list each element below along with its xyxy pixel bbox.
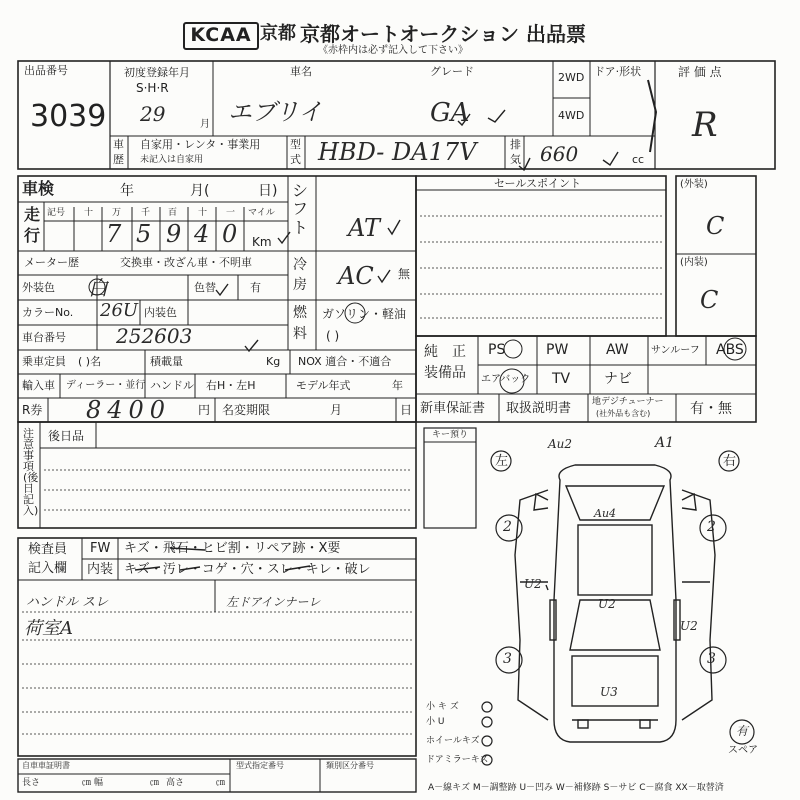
fuel-paren: ( ) — [326, 329, 340, 343]
bottom-cert: 自車車証明書 — [22, 761, 70, 770]
inspection-label: 車検 — [22, 179, 55, 198]
mileage-label-1: 走 — [24, 205, 41, 224]
mileage-digit-4: 4 — [194, 220, 210, 248]
history-note: 未記入は自家用 — [140, 155, 204, 165]
bottom-cm-3: ㎝ — [216, 778, 226, 788]
bottom-height: 高さ — [166, 778, 185, 788]
grade-label: グレード — [430, 65, 474, 78]
rename-day: 日 — [400, 403, 413, 417]
import-model-year: モデル年式 — [296, 379, 351, 392]
capacity-label: 乗車定員 — [22, 355, 66, 368]
recycle-value: 8400 — [86, 396, 172, 424]
import-year-unit: 年 — [392, 379, 403, 392]
mileage-label-2: 行 — [24, 226, 41, 245]
color-no-label: カラーNo. — [22, 306, 74, 319]
car-name-label: 車名 — [290, 65, 312, 78]
fuel-label-1: 燃 — [293, 305, 307, 321]
small-mark-2: 小 U — [426, 717, 445, 727]
sales-point-label: セールスポイント — [494, 177, 582, 190]
rename-label: 名変期限 — [222, 403, 271, 417]
inspector-label-2: 記入欄 — [28, 561, 68, 576]
meter-history-options: 交換車・改ざん車・不明車 — [120, 256, 252, 269]
damage-mark-2: A1 — [655, 435, 675, 451]
shift-value: AT — [348, 214, 381, 242]
exterior-color-value: 白 — [88, 276, 108, 300]
bottom-cm-1: ㎝ — [82, 778, 92, 788]
tire-rear-left: 3 — [503, 651, 512, 667]
damage-mark-1: Au2 — [548, 437, 573, 451]
mileage-digit-1: 7 — [106, 220, 122, 248]
inspector-note-2: 荷室A — [24, 618, 73, 639]
color-change-value: 有 — [250, 281, 261, 294]
lot-number: 3039 — [30, 99, 107, 134]
small-mark-3: ホイールキズ — [426, 736, 480, 746]
displacement-value: 660 — [540, 142, 579, 166]
interior-grade-value: C — [700, 286, 719, 314]
interior-grade-label: (内装) — [680, 257, 708, 268]
notes-after: 後日品 — [48, 429, 85, 443]
registration-label: 初度登録年月 — [124, 66, 190, 79]
mileage-ichi: 一 — [226, 208, 236, 218]
inspector-interior-label: 内装 — [87, 562, 114, 577]
equipment-label-2: 装備品 — [424, 365, 466, 381]
equip-manual: 取扱説明書 — [506, 401, 572, 416]
chassis-value: 252603 — [116, 324, 193, 348]
mileage-digit-2: 5 — [136, 220, 152, 248]
fuel-options: ガソリン・軽油 — [322, 307, 407, 321]
inspection-day: 日) — [258, 183, 278, 199]
chassis-label: 車台番号 — [22, 331, 66, 344]
displacement-label-2: 気 — [510, 153, 521, 166]
exterior-grade-label: (外装) — [680, 179, 708, 190]
ac-label-1: 冷 — [293, 257, 307, 273]
ac-none: 無 — [398, 267, 411, 281]
bottom-length: 長さ — [22, 778, 41, 788]
history-options: 自家用・レンタ・事業用 — [140, 138, 261, 151]
mileage-ten-man: 十 — [84, 208, 94, 218]
tire-rear-right: 3 — [707, 651, 716, 667]
rename-month: 月 — [330, 403, 343, 417]
load-unit: Kg — [266, 355, 281, 368]
damage-mark-5: U2 — [598, 597, 616, 611]
fuel-label-2: 料 — [293, 326, 307, 342]
equip-tuner-note: (社外品も含む) — [596, 409, 651, 418]
small-mark-4: ドアミラーキズ — [426, 755, 489, 765]
drive-4wd: 4WD — [558, 109, 585, 122]
sheet-subtitle: 《赤枠内は必ず記入して下さい》 — [318, 45, 468, 56]
displacement-label-1: 排 — [510, 138, 521, 151]
mileage-unit: Km — [252, 235, 272, 249]
damage-legend: A－線キズ M－調整跡 U－凹み W－補修跡 S－サビ C－腐食 XX－取替済 — [428, 783, 724, 793]
registration-year: 29 — [140, 102, 166, 126]
mileage-juu: 十 — [198, 208, 208, 218]
recycle-unit: 円 — [198, 403, 211, 417]
color-change-label: 色替 — [194, 281, 216, 294]
keys-label: キー預り — [432, 430, 469, 440]
equip-abs: ABS — [716, 342, 744, 358]
inspector-label-1: 検査員 — [28, 542, 68, 557]
mileage-sen: 千 — [141, 208, 151, 218]
equip-navi: ナビ — [604, 371, 632, 387]
damage-mark-7: U3 — [600, 685, 618, 699]
inspector-note-3: 左ドアインナーレ — [226, 595, 321, 609]
model-value: HBD- DA17V — [318, 138, 477, 166]
registration-month-unit: 月 — [200, 119, 210, 130]
load-label: 積載量 — [150, 355, 183, 368]
import-handle-options: 右H・左H — [206, 379, 256, 392]
car-name-value: エブリイ — [228, 98, 323, 126]
recycle-label: R券 — [22, 403, 43, 417]
model-label-1: 型 — [290, 138, 301, 151]
small-mark-1: 小 キ ズ — [426, 702, 459, 712]
inspection-month: 月( — [190, 183, 210, 199]
equip-pw: PW — [546, 342, 569, 358]
equip-tv: TV — [552, 371, 571, 387]
mileage-digit-5: 0 — [222, 220, 238, 248]
import-label: 輸入車 — [22, 379, 55, 392]
bottom-class-no: 類別区分番号 — [326, 761, 374, 770]
equip-aw: AW — [606, 342, 629, 358]
ac-value: AC — [338, 262, 374, 290]
spare-label: スペア — [728, 745, 758, 756]
bottom-width: 幅 — [94, 778, 104, 788]
evaluation-value: R — [692, 105, 718, 145]
mileage-man: 万 — [112, 208, 122, 218]
color-no-value: 26U — [100, 300, 139, 321]
damage-mark-3: Au4 — [594, 507, 617, 520]
import-dealer: ディーラー・並行 — [66, 380, 146, 391]
damage-mark-4: U2 — [524, 577, 542, 591]
equip-sunroof: サンルーフ — [651, 345, 700, 356]
kcaa-logo: KCAA — [183, 22, 259, 50]
registration-era: S·H·R — [136, 81, 169, 95]
meter-history-label: メーター歴 — [24, 256, 79, 269]
equip-warranty: 新車保証書 — [420, 401, 486, 416]
interior-color-label: 内装色 — [144, 306, 177, 319]
mileage-mile: マイル — [248, 208, 275, 218]
lot-label: 出品番号 — [24, 64, 68, 77]
shift-label: シフト — [292, 181, 309, 237]
grade-value: GA — [430, 98, 470, 128]
diagram-right: 右 — [723, 454, 737, 469]
equip-ps: PS — [488, 342, 506, 358]
drive-2wd: 2WD — [558, 71, 585, 84]
history-label-2: 歴 — [113, 153, 124, 166]
spare-value: 有 — [736, 724, 749, 738]
ac-label-2: 房 — [293, 277, 307, 293]
inspector-fw-items: キズ・飛石・ヒビ割・リペア跡・X要 — [124, 541, 341, 556]
displacement-unit: cc — [632, 153, 645, 166]
diagram-left: 左 — [495, 454, 509, 469]
model-label-2: 式 — [290, 153, 301, 166]
import-handle-label: ハンドル — [150, 379, 194, 392]
inspector-fw-label: FW — [90, 541, 111, 556]
history-label-1: 車 — [113, 138, 124, 151]
bottom-cm-2: ㎝ — [150, 778, 160, 788]
equip-tuner-yesno: 有・無 — [690, 401, 732, 417]
equip-airbag: エアバック — [481, 374, 531, 385]
mileage-symbol: 記号 — [47, 208, 66, 218]
exterior-grade-value: C — [706, 212, 725, 240]
bottom-model-no: 型式指定番号 — [236, 761, 284, 770]
mileage-hyaku: 百 — [168, 208, 178, 218]
door-label: ドア·形状 — [594, 65, 642, 78]
inspection-year: 年 — [120, 183, 134, 199]
inspector-note-1: ハンドル スレ — [26, 595, 109, 610]
nox-label: NOX 適合・不適合 — [298, 355, 392, 368]
mileage-digit-3: 9 — [166, 220, 182, 248]
logo-kyoto: 京都 — [260, 23, 296, 44]
tire-front-left: 2 — [503, 519, 512, 535]
equipment-label-1: 純 正 — [424, 344, 466, 360]
capacity-paren: ( )名 — [78, 355, 102, 368]
equip-tuner: 地デジチューナー — [592, 397, 664, 407]
sheet-title: 京都オートオークション 出品票 — [300, 22, 586, 46]
damage-mark-6: U2 — [680, 619, 698, 633]
evaluation-label: 評 価 点 — [678, 65, 722, 79]
exterior-color-label: 外装色 — [22, 281, 55, 294]
inspector-interior-items: キズ・汚レ・コゲ・穴・スレ・キレ・破レ — [124, 562, 371, 577]
tire-front-right: 2 — [707, 519, 716, 535]
notes-label: 注意事項(後日記入) — [23, 427, 39, 517]
